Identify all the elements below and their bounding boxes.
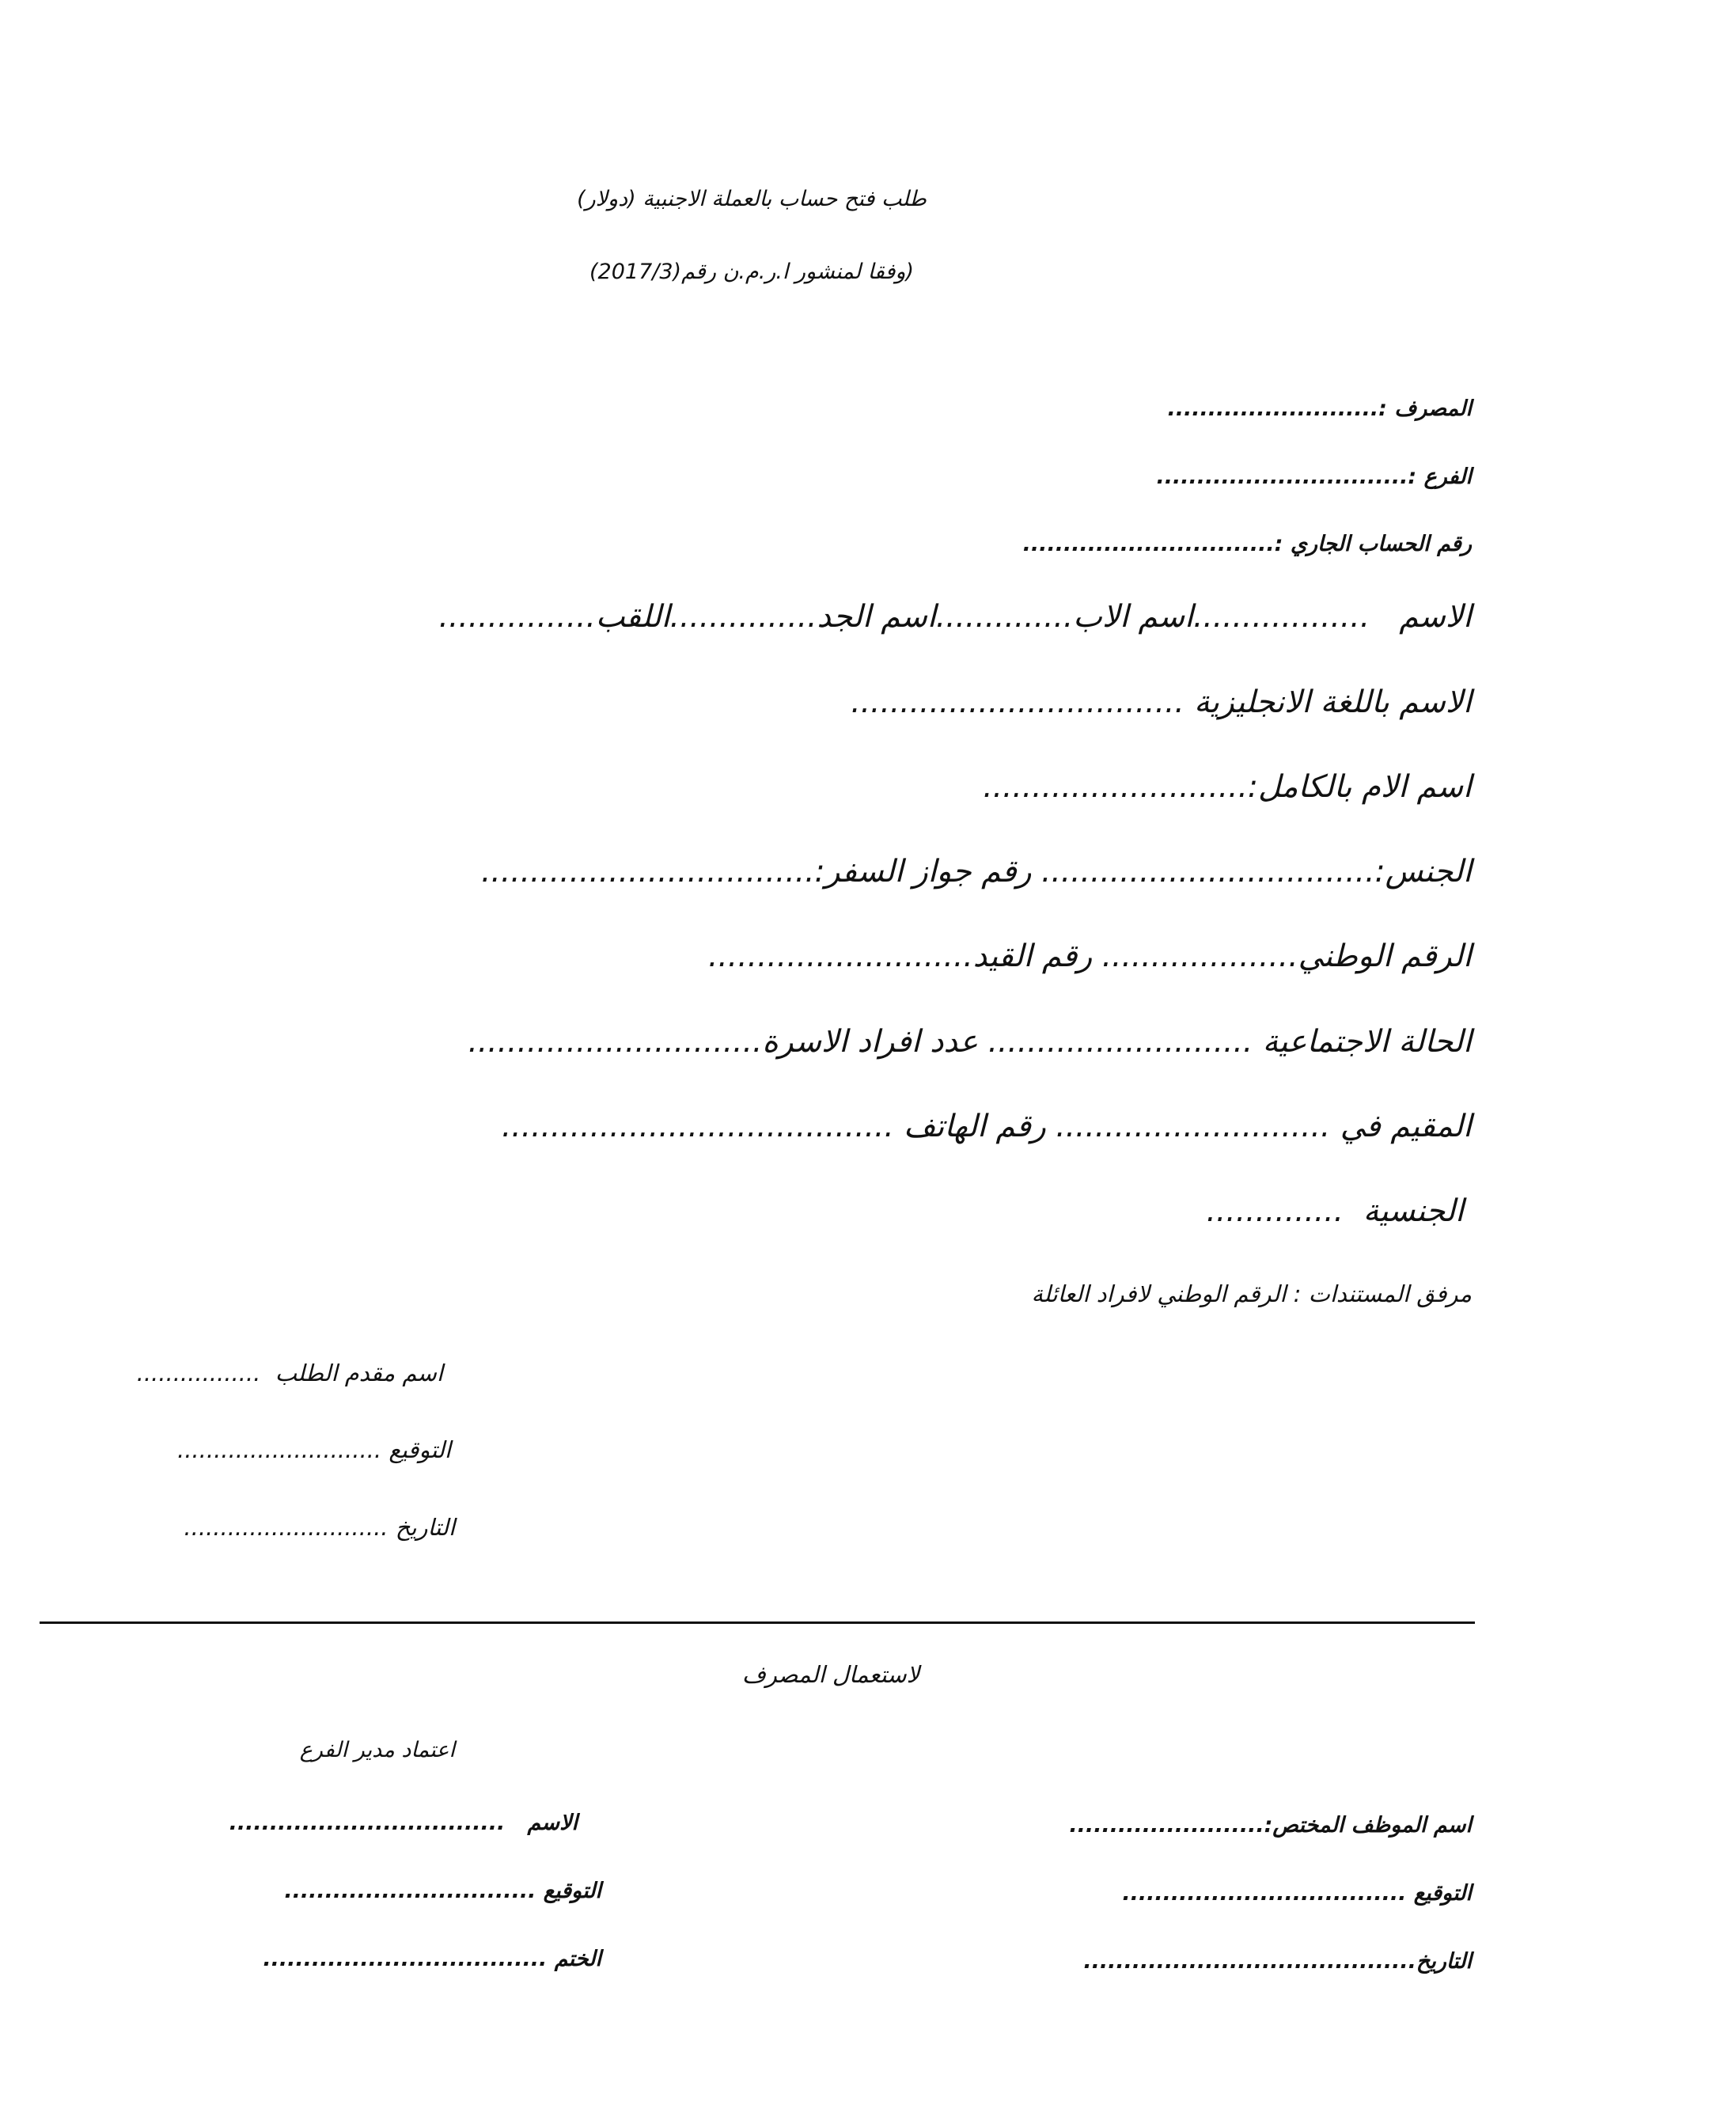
full-name-field: الاسم ..................اسم الاب..............اسم الجد...............اللقب................ (438, 599, 1472, 635)
national-number-field: الرقم الوطني.................... رقم القيد........................... (708, 939, 1472, 974)
gender-passport-field: الجنس:.................................. رقم جواز السفر:.................................. (481, 854, 1472, 889)
applicant-signature-field: التوقيع ............................ (176, 1436, 451, 1463)
page-subtitle: (وفقا لمنشور ا.ر.م.ن رقم(2017/3) (589, 260, 914, 284)
english-name-field: الاسم باللغة الانجليزية .................................. (851, 685, 1472, 720)
residence-phone-field: المقيم في ............................ رقم الهاتف ........................................ (501, 1109, 1472, 1144)
bank-field: المصرف :.......................... (1167, 396, 1472, 421)
manager-signature-field: التوقيع ............................... (284, 1879, 601, 1903)
current-account-field: رقم الحساب الجاري :............................... (1022, 532, 1472, 556)
employee-signature-field: التوقيع ................................... (1122, 1881, 1472, 1906)
attachments-note: مرفق المستندات : الرقم الوطني لافراد العائلة (1031, 1280, 1472, 1307)
employee-date-field: التاريخ......................................... (1083, 1949, 1472, 1974)
section-divider (40, 1621, 1475, 1624)
employee-name-field: اسم الموظف المختص:........................ (1069, 1813, 1472, 1838)
applicant-name-field: اسم مقدم الطلب ................. (136, 1360, 443, 1386)
mother-name-field: اسم الام بالكامل:........................... (983, 769, 1472, 805)
marital-family-field: الحالة الاجتماعية ........................... عدد افراد الاسرة.............................. (468, 1024, 1472, 1060)
manager-name-field: الاسم .................................. (229, 1811, 578, 1835)
manager-stamp-field: الختم ................................... (263, 1947, 601, 1971)
branch-field: الفرع :............................... (1156, 465, 1472, 489)
manager-approval-heading: اعتماد مدير الفرع (299, 1738, 455, 1762)
bank-use-heading: لاستعمال المصرف (741, 1661, 920, 1688)
applicant-date-field: التاريخ ............................ (184, 1514, 455, 1541)
nationality-field: الجنسية .............. (1206, 1193, 1464, 1229)
page-title: طلب فتح حساب بالعملة الاجنبية (دولار) (577, 187, 927, 211)
